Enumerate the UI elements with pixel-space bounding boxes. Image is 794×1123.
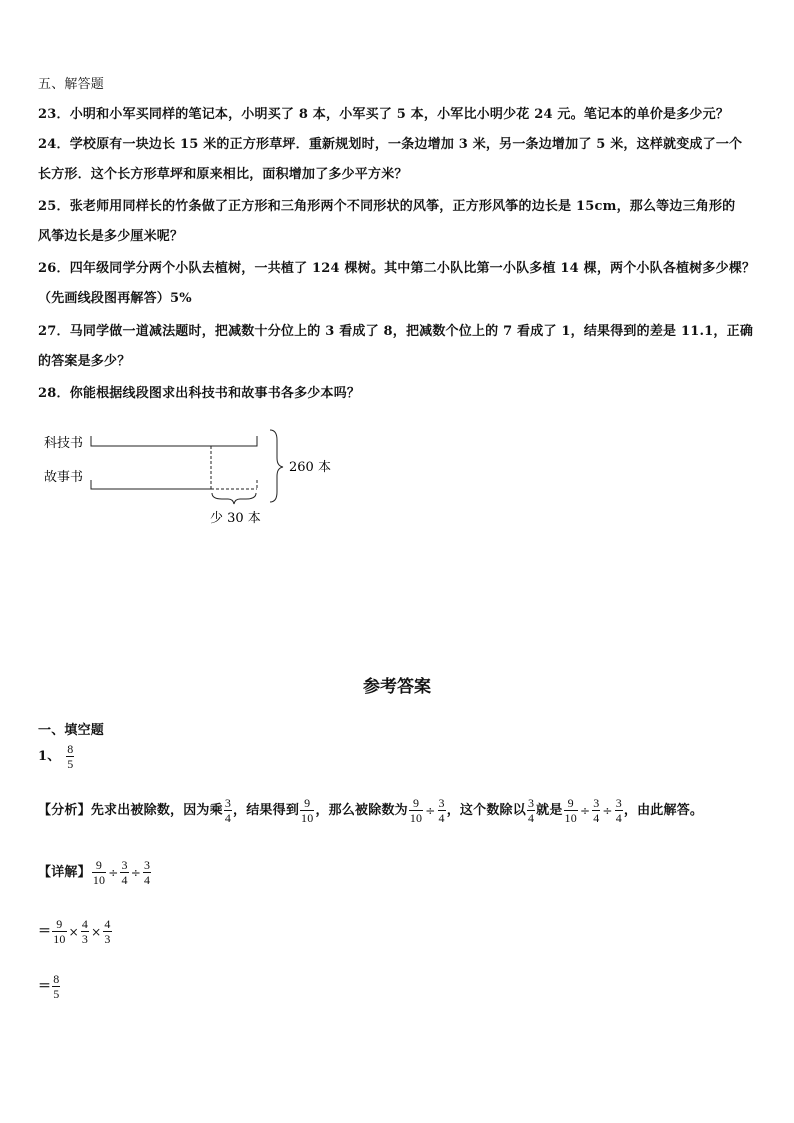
question-26-line1: 26．四年级同学分两个小队去植树，一共植了 124 棵树。其中第二小队比第一小队多植 14 棵，两个小队各植树多少棵？ [38, 261, 756, 276]
question-24-line1: 24．学校原有一块边长 15 米的正方形草坪．重新规划时，一条边增加 3 米，另一条边增加了 5 米，这样就变成了一个 [38, 137, 743, 152]
numerator: 8 [67, 742, 74, 756]
fraction [52, 972, 60, 1001]
denominator: 5 [53, 987, 60, 1001]
question-27-line1: 27．马同学做一道减法题时，把减数十分位上的 3 看成了 8，把减数个位上的 7 看成了 1，结果得到的差是 11.1，正确 [38, 324, 754, 339]
fraction [409, 796, 423, 825]
question-27-line2: 的答案是多少？ [38, 354, 131, 369]
fraction [300, 796, 314, 825]
fraction [52, 917, 66, 946]
denominator: 4 [438, 811, 445, 825]
analysis-text-3: ，那么被除数为 [315, 803, 408, 818]
denominator: 10 [301, 811, 314, 825]
difference-brace [212, 493, 256, 504]
analysis-text-1: 先求出被除数，因为乘 [90, 803, 223, 818]
numerator: 8 [53, 972, 60, 986]
numerator: 9 [412, 796, 420, 810]
fraction [615, 796, 623, 825]
step-3 [38, 972, 61, 1001]
detail-line [38, 858, 152, 887]
denominator: 4 [121, 873, 128, 887]
label-story-books: 故事书 [44, 470, 84, 485]
divide-sign: ÷ [130, 865, 141, 880]
difference-label: 少 30 本 [210, 511, 261, 526]
fraction [527, 796, 535, 825]
fraction [143, 858, 151, 887]
divide-sign: ÷ [602, 803, 613, 818]
fraction [224, 796, 232, 825]
denominator: 4 [224, 811, 232, 825]
answer-item-1 [38, 742, 75, 771]
story-segment [91, 480, 211, 489]
denominator: 4 [615, 811, 622, 825]
denominator: 3 [104, 932, 111, 946]
analysis-text-4: ，这个数除以 [446, 803, 526, 818]
science-segment [91, 436, 257, 446]
question-25-line2: 风筝边长是多少厘米呢？ [38, 229, 184, 244]
numerator: 3 [438, 796, 445, 810]
denominator: 4 [143, 873, 151, 887]
fraction [592, 796, 600, 825]
fraction [103, 917, 111, 946]
step-2 [38, 917, 113, 946]
multiply-sign: × [68, 924, 79, 939]
question-23: 23．小明和小军买同样的笔记本，小明买了 8 本，小军买了 5 本，小军比小明少花 24 元。笔记本的单价是多少元？ [38, 107, 730, 122]
denominator: 10 [409, 811, 423, 825]
divide-sign: ÷ [579, 803, 591, 818]
equals-sign: ＝ [38, 924, 52, 939]
numerator: 4 [104, 917, 111, 931]
denominator: 10 [53, 932, 66, 946]
numerator: 3 [121, 858, 128, 872]
numerator: 9 [95, 858, 103, 872]
numerator: 3 [527, 796, 535, 810]
multiply-sign: × [91, 924, 102, 939]
fraction [438, 796, 446, 825]
denominator: 10 [564, 811, 577, 825]
numerator: 3 [593, 796, 600, 810]
fraction [81, 917, 89, 946]
numerator: 3 [615, 796, 622, 810]
numerator: 9 [56, 917, 63, 931]
numerator: 3 [143, 858, 151, 872]
answers-title: 参考答案 [363, 677, 431, 697]
answers-section-heading: 一、填空题 [38, 723, 105, 738]
analysis-text-5: 就是 [536, 803, 563, 818]
question-25-line1: 25．张老师用同样长的竹条做了正方形和三角形两个不同形状的风筝，正方形风筝的边长是 15cm，那么等边三角形的 [38, 199, 736, 214]
denominator: 3 [81, 932, 89, 946]
analysis-text-6: ，由此解答。 [623, 803, 704, 818]
question-24-line2: 长方形．这个长方形草坪和原来相比，面积增加了多少平方米？ [38, 167, 408, 182]
answer-fraction [66, 742, 74, 771]
answer-item-1-prefix: 1、 [38, 749, 61, 764]
label-science-books: 科技书 [44, 436, 84, 451]
numerator: 9 [567, 796, 574, 810]
numerator: 4 [81, 917, 89, 931]
numerator: 9 [304, 796, 311, 810]
equals-sign: ＝ [38, 979, 52, 994]
denominator: 4 [593, 811, 600, 825]
analysis-text-2: ，结果得到 [233, 803, 300, 818]
total-brace [270, 430, 283, 502]
denominator: 10 [92, 873, 106, 887]
denominator: 4 [527, 811, 535, 825]
numerator: 3 [224, 796, 232, 810]
fraction [120, 858, 128, 887]
divide-sign: ÷ [108, 865, 119, 880]
analysis-line [38, 796, 703, 825]
fraction [564, 796, 578, 825]
fraction [92, 858, 106, 887]
section-heading: 五、解答题 [38, 77, 105, 92]
analysis-tag: 【分析】 [38, 803, 91, 818]
question-28: 28．你能根据线段图求出科技书和故事书各多少本吗？ [38, 386, 361, 401]
question-26-line2: （先画线段图再解答）5% [38, 291, 192, 306]
denominator: 5 [67, 757, 74, 771]
detail-tag: 【详解】 [38, 865, 91, 880]
divide-sign: ÷ [425, 803, 436, 818]
total-label: 260 本 [289, 460, 331, 475]
